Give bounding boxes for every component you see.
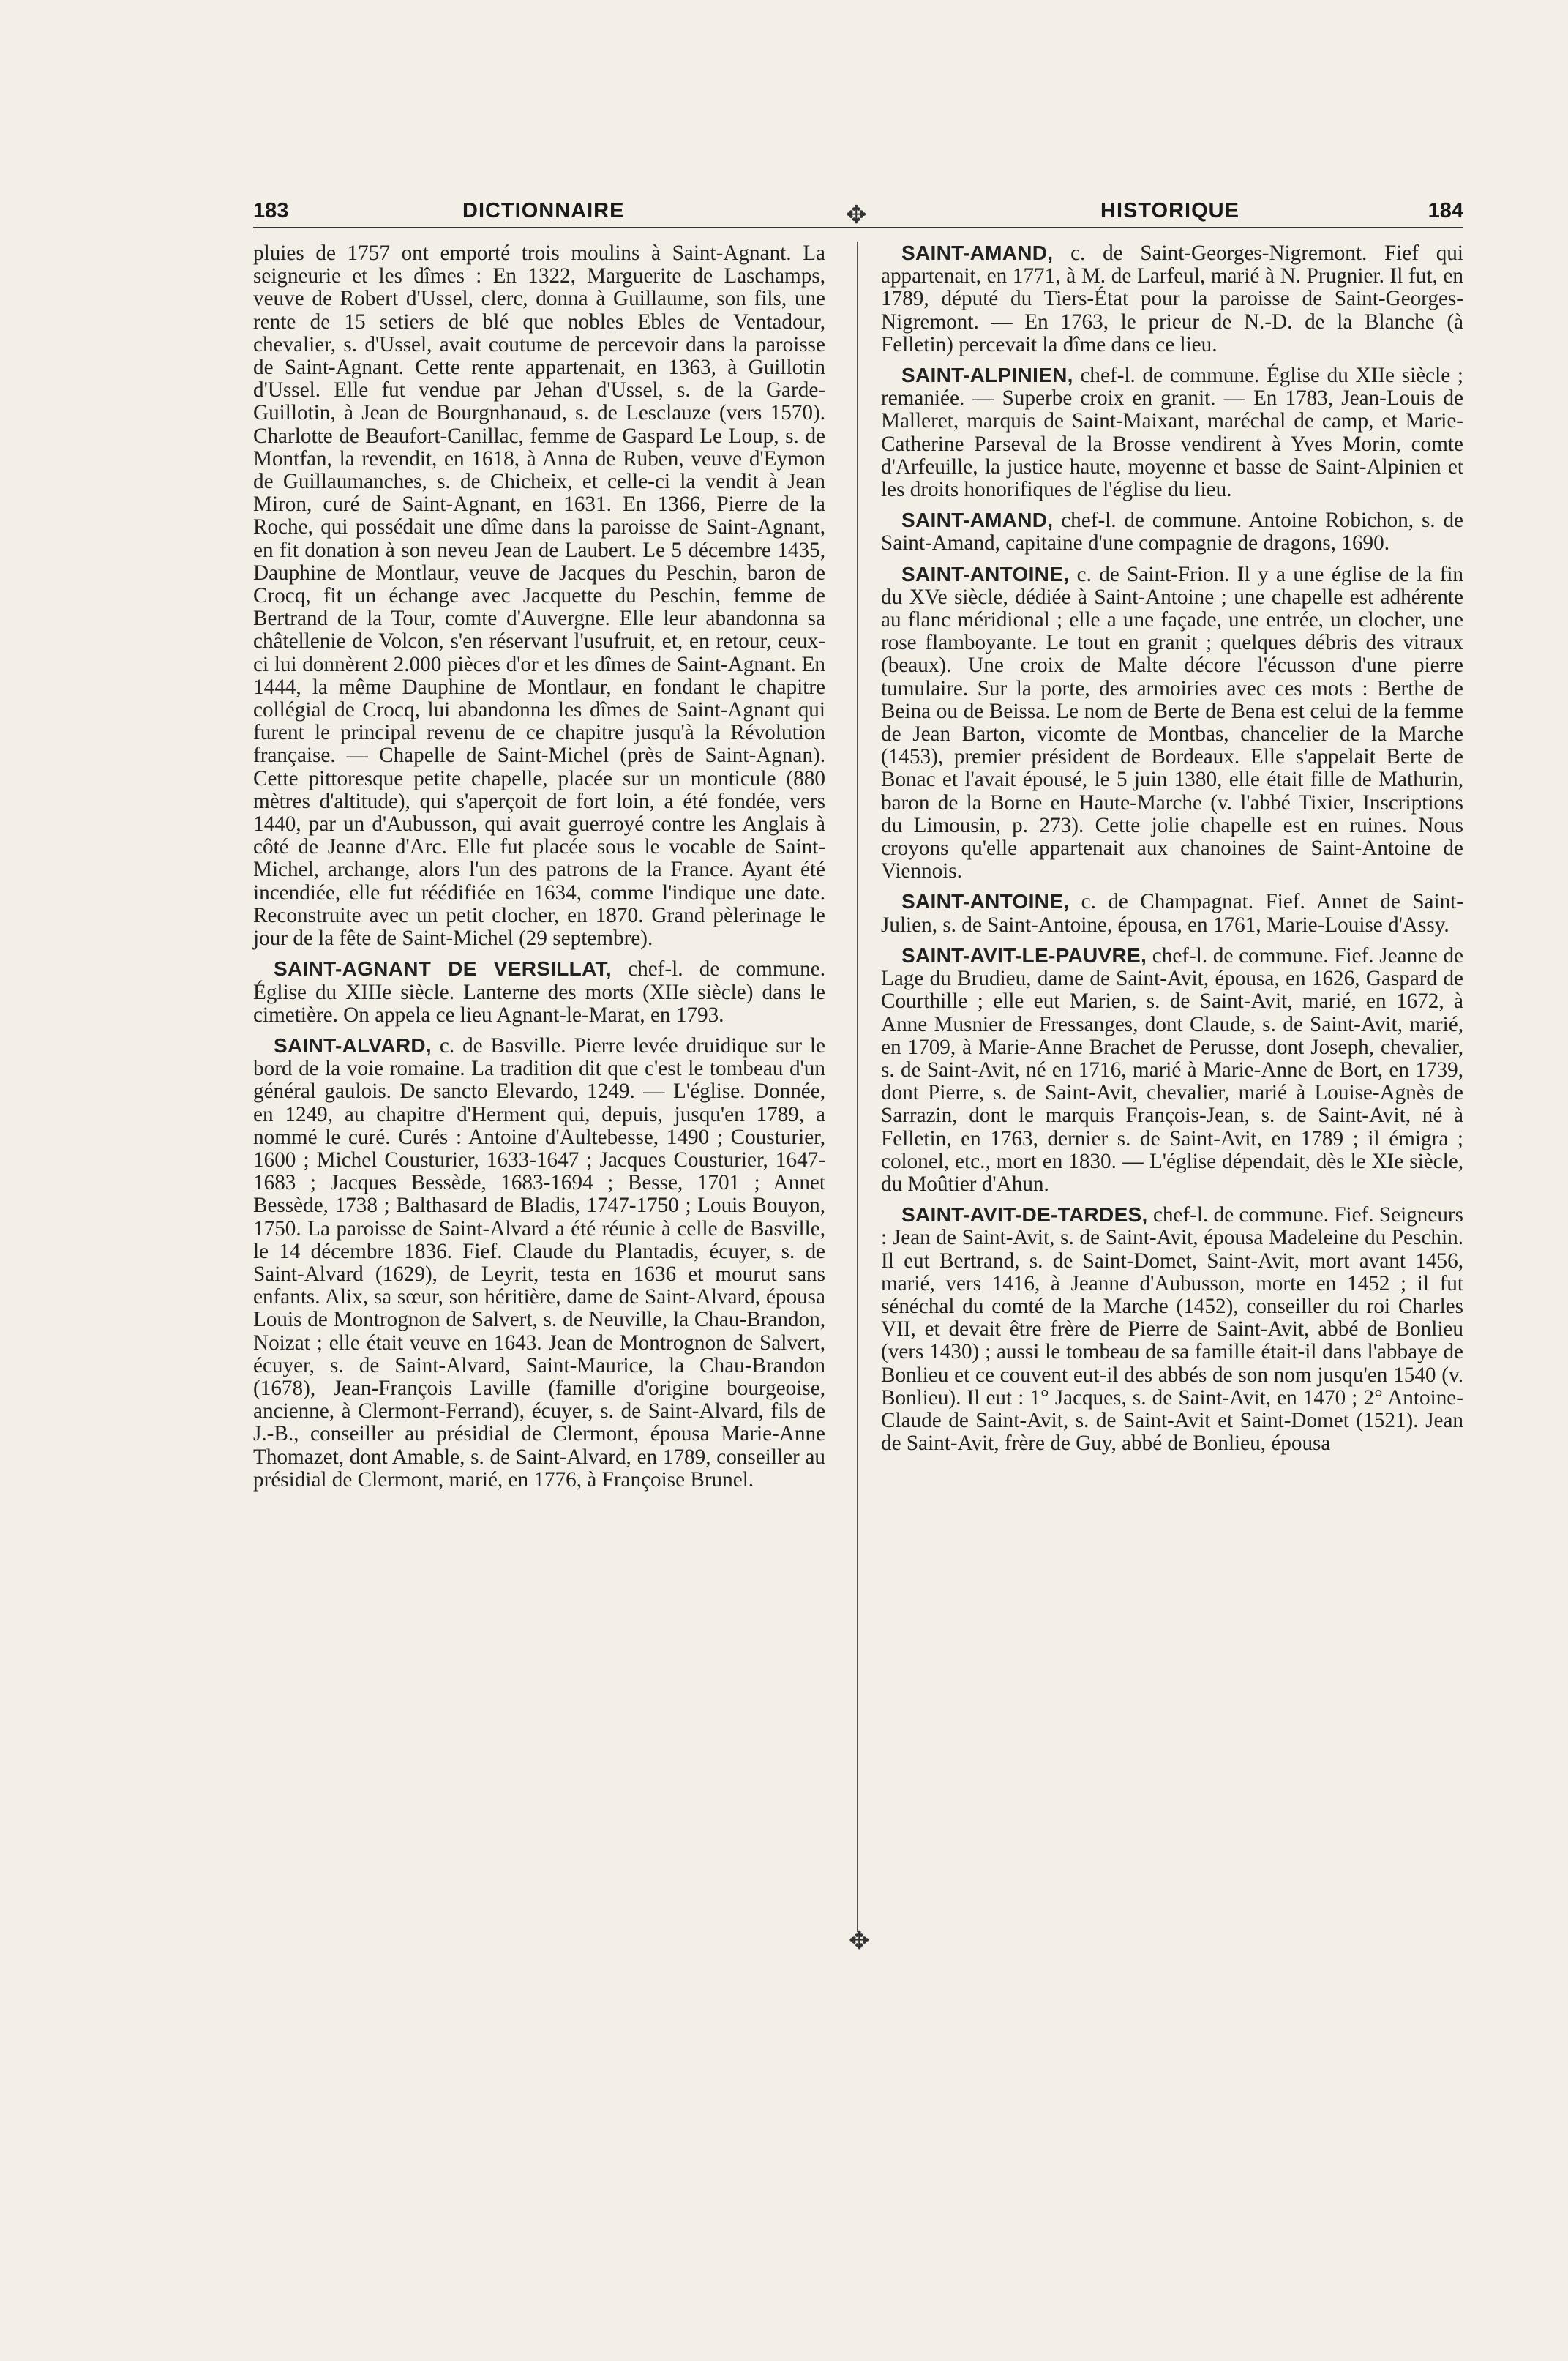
entry-paragraph bbox=[881, 364, 1463, 501]
entry-paragraph bbox=[253, 242, 825, 950]
entry-text: pluies de 1757 ont emporté trois moulins à Saint-Agnant. La seigneurie et les dîmes : En 1322, Marguerite de Laschamps, veuve de Robert d'Ussel, clerc, donna à Guillaume, son fils, une rente de 15 setiers de blé que nobles Ebles de Ventadour, chevalier, s. d'Ussel, avait coutume de percevoir dans la paroisse de Saint-Agnant. Cette rente appartenait, en 1363, à Guillotin d'Ussel. Elle fut vendue par Jehan d'Ussel, s. de la Garde-Guillotin, à Jean de Bourgnhanaud, s. de Lesclauze (vers 1570). Charlotte de Beaufort-Canillac, femme de Gaspard Le Loup, s. de Montfan, la revendit, en 1618, à Anna de Ruben, veuve d'Eymon de Guillaumanches, s. de Chicheix, et celle-ci la vendit à Jean Miron, curé de Saint-Agnant, en 1631. En 1366, Pierre de la Roche, qui possédait une dîme dans la paroisse de Saint-Agnant, en fit donation à son neveu Jean de Laubert. Le 5 décembre 1435, Dauphine de Montlaur, veuve de Jacques du Peschin, baron de Crocq, fit un échange avec Jacquette du Peschin, femme de Bertrand de la Tour, comte d'Auvergne. Elle leur abandonna sa châtellenie de Volcon, s'en réservant l'usufruit, et, en retour, ceux-ci lui donnèrent 2.000 pièces d'or et les dîmes de Saint-Agnant. En 1444, la même Dauphine de Montlaur, en fondant le chapitre collégial de Crocq, lui abandonna les dîmes de Saint-Agnant qui furent le principal revenu de ce chapitre jusqu'à la Révolution française. — Chapelle de Saint-Michel (près de Saint-Agnan). Cette pittoresque petite chapelle, placée sur un monticule (880 mètres d'altitude), qui s'aperçoit de fort loin, a été fondée, vers 1440, par un d'Aubusson, qui avait guerroyé contre les Anglais à côté de Jeanne d'Arc. Elle fut placée sous le vocable de Saint-Michel, archange, alors l'un des patrons de la France. Ayant été incendiée, elle fut réédifiée en 1634, comme l'indique une date. Reconstruite avec un petit clocher, en 1870. Grand pèlerinage le jour de la fête de Saint-Michel (29 septembre). bbox=[253, 242, 825, 951]
entry-text: chef-l. de commune. Église du XIIe siècle ; remaniée. — Superbe croix en granit. — En 1783, Jean-Louis de Malleret, marquis de Saint-Maixant, maréchal de camp, et Marie-Catherine Parseval de la Brosse vendirent à Yves Morin, comte d'Arfeuille, la justice haute, moyenne et basse de Saint-Alpinien et les droits honorifiques de l'église du lieu. bbox=[881, 364, 1463, 502]
fleuron-ornament-icon: ✥ bbox=[846, 202, 867, 229]
entry-text: c. de Saint-Georges-Nigremont. Fief qui appartenait, en 1771, à M. de Larfeul, marié à N. Prugnier. Il fut, en 1789, député du Tiers-État pour la paroisse de Saint-Georges-Nigremont. — En 1763, le prieur de N.-D. de la Blanche (à Felletin) percevait la dîme dans ce lieu. bbox=[881, 242, 1463, 356]
entry-headword: SAINT-ALPINIEN, bbox=[901, 364, 1073, 387]
entry-headword: SAINT-ALVARD, bbox=[274, 1033, 432, 1057]
entry-headword: SAINT-AGNANT DE VERSILLAT, bbox=[274, 957, 612, 981]
left-column bbox=[253, 242, 825, 1499]
entry-text: c. de Saint-Frion. Il y a une église de la fin du XVe siècle, dédiée à Saint-Antoine ; une chapelle est adhérente au flanc méridional ; elle a une façade, une entrée, un clocher, une rose flamboyante. Le tout en granit ; quelques débris des vitraux (beaux). Une croix de Malte décore l'écusson d'une pierre tumulaire. Sur la porte, des armoiries avec ces mots : Berthe de Beina ou de Beissa. Le nom de Berte de Bena est celui de la femme de Jean Barton, vicomte de Montbas, chancelier de la Marche (1453), premier président de Bordeaux. Elle s'appelait Berte de Bonac et l'avait épousé, le 5 juin 1380, elle était fille de Mathurin, baron de la Borne en Haute-Marche (v. l'abbé Tixier, Inscriptions du Limousin, p. 273). Cette jolie chapelle est en ruines. Nous croyons qu'elle appartenait aux chanoines de Saint-Antoine de Viennois. bbox=[881, 562, 1464, 883]
entry-text: chef-l. de commune. Église du XIIIe siècle. Lanterne des morts (XIIe siècle) dans le cimetière. On appela ce lieu Agnant-le-Marat, en 1793. bbox=[253, 957, 825, 1027]
running-title-left: DICTIONNAIRE bbox=[462, 199, 625, 222]
entry-paragraph bbox=[881, 1203, 1463, 1455]
entry-paragraph bbox=[881, 509, 1463, 555]
page-number-left: 183 bbox=[253, 199, 289, 222]
page-number-right: 184 bbox=[1428, 199, 1463, 222]
entry-headword: SAINT-AMAND, bbox=[901, 242, 1054, 264]
entry-headword: SAINT-ANTOINE, bbox=[901, 562, 1070, 585]
column-divider bbox=[857, 242, 858, 1932]
entry-paragraph bbox=[881, 563, 1463, 883]
entry-headword: SAINT-AVIT-DE-TARDES, bbox=[901, 1203, 1148, 1227]
running-title-right: HISTORIQUE bbox=[1100, 199, 1239, 222]
entry-text: chef-l. de commune. Fief. Seigneurs : Jean de Saint-Avit, s. de Saint-Avit, épousa Madeleine du Peschin. Il eut Bertrand, s. de Saint-Domet, Saint-Avit, mort avant 1456, marié, vers 1416, à Jeanne d'Aubusson, morte en 1452 ; il fut sénéchal du comté de la Marche (1452), conseiller du roi Charles VII, et devait être frère de Pierre de Saint-Avit, abbé de Bonlieu (vers 1430) ; aussi le tombeau de sa famille était-il dans l'abbaye de Bonlieu et ce couvent eut-il des abbés de son nom jusqu'en 1540 (v. Bonlieu). Il eut : 1° Jacques, s. de Saint-Avit, en 1470 ; 2° Antoine-Claude de Saint-Avit, s. de Saint-Avit et Saint-Domet (1521). Jean de Saint-Avit, frère de Guy, abbé de Bonlieu, épousa bbox=[881, 1203, 1464, 1456]
entry-text: chef-l. de commune. Antoine Robichon, s. de Saint-Amand, capitaine d'une compagnie de dragons, 1690. bbox=[881, 509, 1463, 555]
entry-headword: SAINT-AMAND, bbox=[901, 509, 1054, 532]
entry-paragraph bbox=[881, 242, 1463, 356]
entry-text: c. de Basville. Pierre levée druidique sur le bord de la voie romaine. La tradition dit que c'est le tombeau d'un général gaulois. De sancto Elevardo, 1249. — L'église. Donnée, en 1249, au chapitre d'Herment qui, depuis, jusqu'en 1789, a nommé le curé. Curés : Antoine d'Aultebesse, 1490 ; Cousturier, 1600 ; Michel Cousturier, 1633-1647 ; Jacques Cousturier, 1647-1683 ; Jacques Bessède, 1683-1694 ; Besse, 1701 ; Annet Bessède, 1738 ; Balthasard de Bladis, 1747-1750 ; Louis Bouyon, 1750. La paroisse de Saint-Alvard a été réunie à celle de Basville, le 14 décembre 1836. Fief. Claude du Plantadis, écuyer, s. de Saint-Alvard (1629), de Leyrit, testa en 1636 et mourut sans enfants. Alix, sa sœur, son héritière, dame de Saint-Alvard, épousa Louis de Montrognon de Salvert, s. de Neuville, la Chau-Brandon, Noizat ; elle était veuve en 1643. Jean de Montrognon de Salvert, écuyer, s. de Saint-Alvard, Saint-Maurice, la Chau-Brandon (1678), Jean-François Laville (famille d'origine bourgeoise, ancienne, à Clermont-Ferrand), écuyer, s. de Saint-Alvard, fils de J.-B., conseiller au présidial de Clermont, épousa Marie-Anne Thomazet, dont Amable, s. de Saint-Alvard, en 1789, conseiller au présidial de Clermont, marié, en 1776, à Françoise Brunel. bbox=[253, 1033, 825, 1492]
entry-headword: SAINT-AVIT-LE-PAUVRE, bbox=[901, 943, 1147, 967]
entry-paragraph bbox=[253, 1034, 825, 1492]
right-column bbox=[881, 242, 1463, 1462]
entry-paragraph bbox=[881, 890, 1463, 936]
entry-paragraph bbox=[253, 957, 825, 1027]
entry-text: chef-l. de commune. Fief. Jeanne de Lage du Brudieu, dame de Saint-Avit, épousa, en 1626, Gaspard de Courthille ; elle eut Marien, s. de Saint-Avit, marié, en 1672, à Anne Musnier de Fressanges, dont Claude, s. de Saint-Avit, marié, en 1709, à Marie-Anne Brachet de Perusse, dont Joseph, chevalier, s. de Saint-Avit, né en 1716, marié à Marie-Anne de Bort, en 1739, dont Pierre, s. de Saint-Avit, chevalier, marié à Louise-Agnès de Sarrazin, dont le marquis François-Jean, s. de Saint-Avit, né à Felletin, en 1763, dernier s. de Saint-Avit, en 1789 ; il émigra ; colonel, etc., mort en 1830. — L'église dépendait, dès le XIe siècle, du Moûtier d'Ahun. bbox=[881, 943, 1463, 1196]
entry-headword: SAINT-ANTOINE, bbox=[901, 890, 1070, 913]
entry-text: c. de Champagnat. Fief. Annet de Saint-Julien, s. de Saint-Antoine, épousa, en 1761, Marie-Louise d'Assy. bbox=[881, 890, 1463, 937]
entry-paragraph bbox=[881, 944, 1463, 1196]
fleuron-ornament-icon: ✥ bbox=[849, 1928, 870, 1955]
